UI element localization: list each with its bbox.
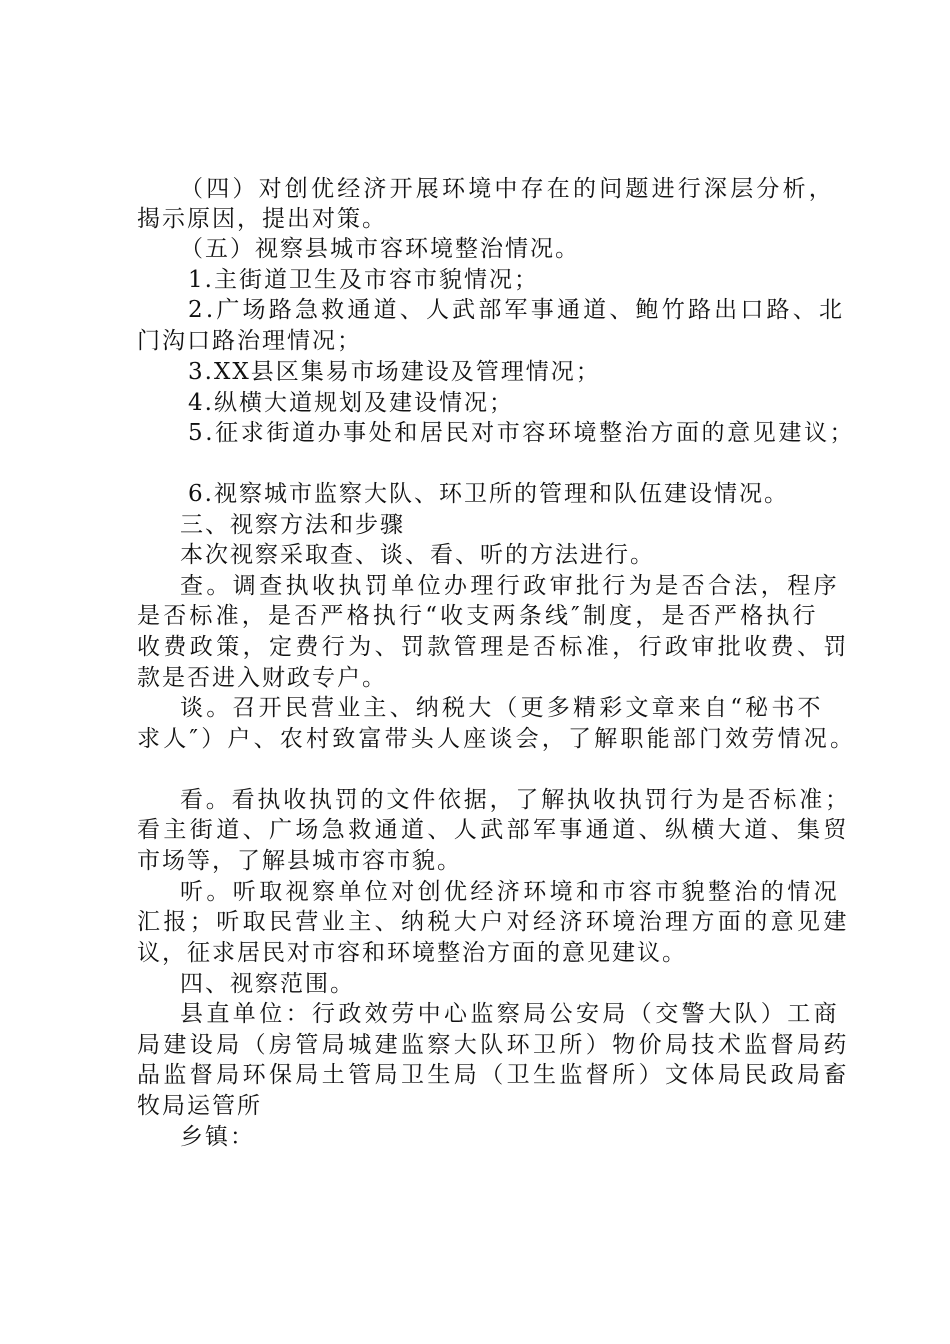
text-line: 3.XX县区集易市场建设及管理情况； bbox=[188, 359, 601, 385]
text-line: 收费政策，定费行为、罚款管理是否标准，行政审批收费、罚 bbox=[137, 634, 850, 660]
section-heading: 三、视察方法和步骤 bbox=[180, 512, 405, 538]
text-line: 是否标准，是否严格执行“收支两条线″制度，是否严格执行 bbox=[137, 603, 819, 629]
text-line: 汇报；听取民营业主、纳税大户对经济环境治理方面的意见建 bbox=[137, 909, 850, 935]
text-line: 查。调查执收执罚单位办理行政审批行为是否合法，程序 bbox=[180, 573, 840, 599]
text-line: 品监督局环保局土管局卫生局（卫生监督所）文体局民政局畜 bbox=[137, 1062, 850, 1088]
text-line: （四）对创优经济开展环境中存在的问题进行深层分析， bbox=[180, 176, 835, 202]
text-line: 县直单位：行政效劳中心监察局公安局（交警大队）工商 bbox=[180, 1001, 840, 1027]
text-line: 听。听取视察单位对创优经济环境和市容市貌整治的情况 bbox=[180, 879, 840, 905]
text-line: 揭示原因，提出对策。 bbox=[137, 206, 387, 232]
text-line: 求人″）户、农村致富带头人座谈会，了解职能部门效劳情况。 bbox=[137, 726, 857, 752]
text-line: 乡镇： bbox=[180, 1124, 255, 1150]
text-line: 本次视察采取查、谈、看、听的方法进行。 bbox=[180, 542, 655, 568]
text-line: 1.主街道卫生及市容市貌情况； bbox=[188, 267, 539, 293]
text-line: 看。看执收执罚的文件依据，了解执收执罚行为是否标准； bbox=[180, 787, 851, 813]
text-line: （五）视察县城市容环境整治情况。 bbox=[180, 236, 580, 262]
text-line: 款是否进入财政专户。 bbox=[137, 665, 387, 691]
text-line: 6.视察城市监察大队、环卫所的管理和队伍建设情况。 bbox=[188, 481, 789, 507]
text-line: 局建设局（房管局城建监察大队环卫所）物价局技术监督局药 bbox=[137, 1032, 850, 1058]
text-line: 4.纵横大道规划及建设情况； bbox=[188, 390, 514, 416]
text-line: 门沟口路治理情况； bbox=[137, 328, 362, 354]
text-line: 市场等，了解县城市容市貌。 bbox=[137, 848, 462, 874]
text-line: 谈。召开民营业主、纳税大（更多精彩文章来自“秘书不 bbox=[180, 695, 824, 721]
section-heading: 四、视察范围。 bbox=[180, 971, 355, 997]
text-line: 牧局运管所 bbox=[137, 1093, 262, 1119]
text-line: 5.征求街道办事处和居民对市容环境整治方面的意见建议； bbox=[188, 420, 856, 446]
text-line: 看主街道、广场急救通道、人武部军事通道、纵横大道、集贸 bbox=[137, 817, 850, 843]
text-line: 2.广场路急救通道、人武部军事通道、鲍竹路出口路、北 bbox=[188, 297, 846, 323]
text-line: 议，征求居民对市容和环境整治方面的意见建议。 bbox=[137, 940, 687, 966]
